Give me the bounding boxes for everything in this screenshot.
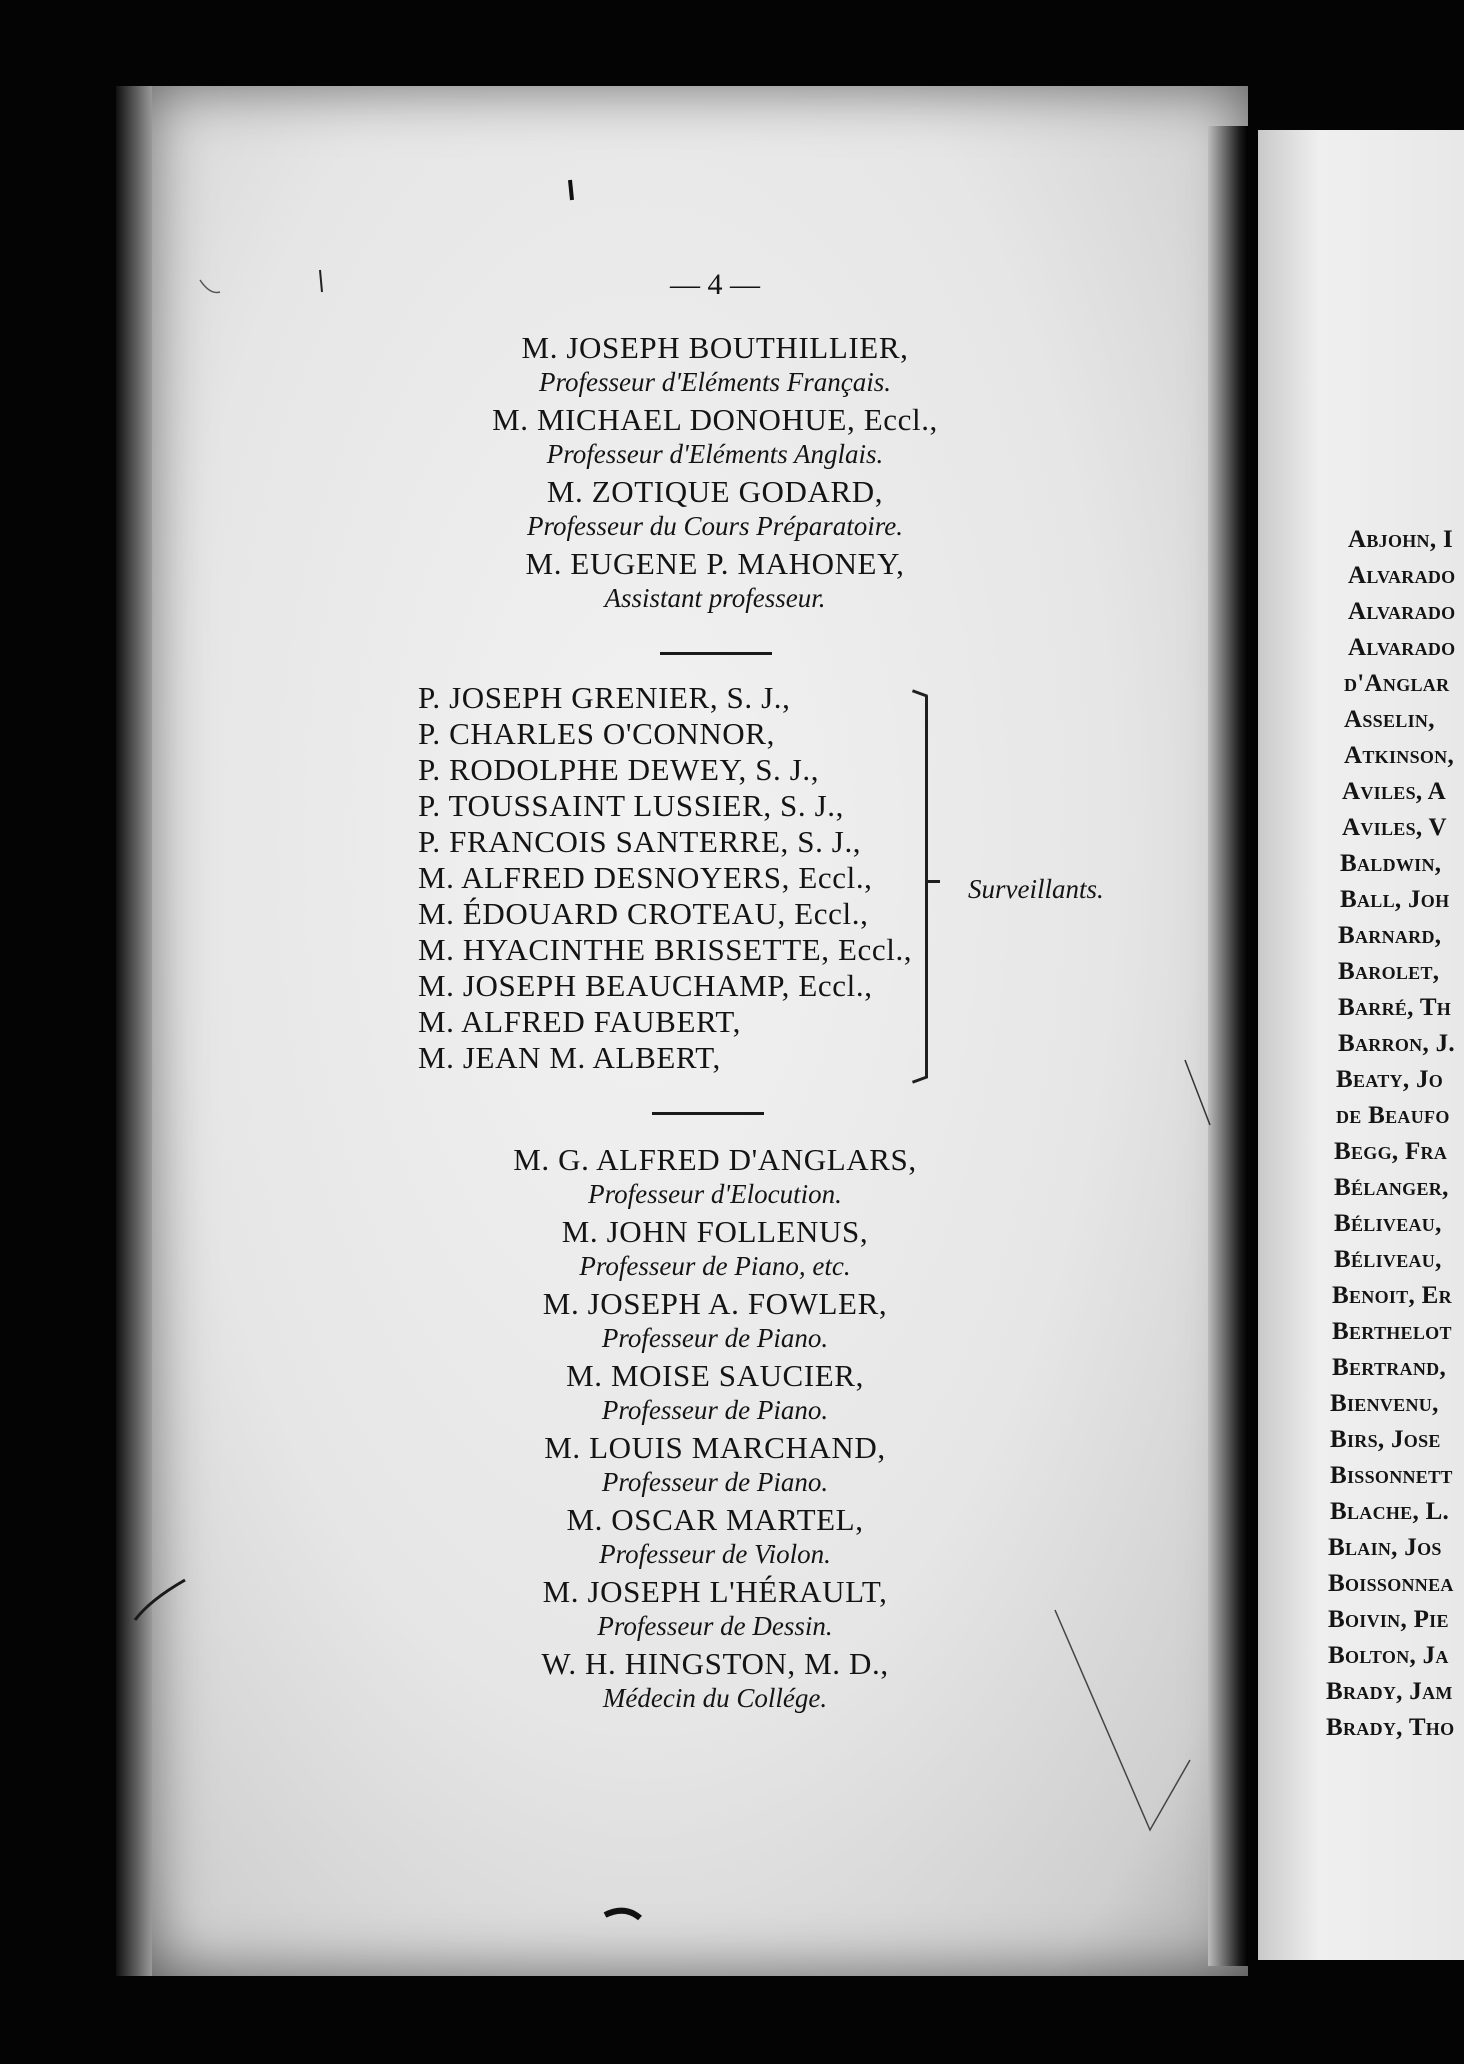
surveillant-name: P. FRANCOIS SANTERRE, S. J., — [418, 824, 862, 859]
staff-role: Professeur d'Eléments Français. — [539, 367, 891, 397]
staff-role: Professeur de Piano. — [601, 1467, 829, 1497]
staff-role: Médecin du Collége. — [602, 1683, 828, 1713]
index-entry: Brady, Jam — [1326, 1678, 1453, 1705]
staff-role: Assistant professeur. — [604, 583, 826, 613]
index-entry: Asselin, — [1344, 706, 1435, 733]
surveillant-name: P. CHARLES O'CONNOR, — [418, 716, 775, 751]
index-entry: Blain, Jos — [1328, 1534, 1442, 1561]
index-entry: Alvarado — [1348, 598, 1456, 625]
index-entry: Abjohn, I — [1348, 526, 1453, 553]
index-entry: Béliveau, — [1334, 1246, 1442, 1273]
index-entry: Barnard, — [1338, 922, 1442, 949]
index-entry: Bissonnett — [1330, 1462, 1453, 1489]
index-entry: Bienvenu, — [1330, 1390, 1439, 1417]
staff-role: Professeur d'Eléments Anglais. — [546, 439, 884, 469]
index-entry: Bolton, Ja — [1328, 1642, 1449, 1669]
surveillants-label: Surveillants. — [968, 874, 1104, 904]
staff-name: M. OSCAR MARTEL, — [566, 1502, 864, 1537]
staff-name: M. JOSEPH BOUTHILLIER, — [521, 330, 909, 365]
index-entry: Bertrand, — [1332, 1354, 1446, 1381]
index-entry: Brady, Tho — [1326, 1714, 1455, 1741]
index-entry: Atkinson, — [1344, 742, 1455, 769]
index-entry: Alvarado — [1348, 562, 1456, 589]
staff-role: Professeur de Piano, etc. — [579, 1251, 851, 1281]
index-entry: Boissonnea — [1328, 1570, 1454, 1597]
staff-role: Professeur du Cours Préparatoire. — [527, 511, 903, 541]
surveillant-name: M. JOSEPH BEAUCHAMP, Eccl., — [418, 968, 873, 1003]
scan-mark — [200, 280, 220, 293]
index-entry: Blache, L. — [1330, 1498, 1450, 1525]
scan-mark — [1055, 1610, 1190, 1830]
scan-mark — [320, 270, 322, 292]
staff-role: Professeur de Dessin. — [597, 1611, 833, 1641]
staff-name: M. ZOTIQUE GODARD, — [546, 474, 884, 509]
index-entry: Barré, Th — [1338, 994, 1452, 1021]
index-entry: Aviles, A — [1342, 778, 1446, 805]
page-number: — 4 — — [670, 268, 760, 301]
index-entry: Beaty, Jo — [1336, 1066, 1444, 1093]
scan-mark — [570, 180, 572, 200]
surveillant-name: M. ALFRED FAUBERT, — [418, 1004, 741, 1039]
surveillant-name: M. ÉDOUARD CROTEAU, Eccl., — [418, 896, 869, 931]
staff-role: Professeur d'Elocution. — [588, 1179, 842, 1209]
surveillant-name: M. ALFRED DESNOYERS, Eccl., — [418, 860, 873, 895]
index-entry: d'Anglar — [1344, 670, 1450, 697]
index-entry: Alvarado — [1348, 634, 1456, 661]
staff-name: W. H. HINGSTON, M. D., — [541, 1646, 889, 1681]
staff-role: Professeur de Piano. — [601, 1395, 829, 1425]
index-entry: Birs, Jose — [1330, 1426, 1441, 1453]
index-entry: Baldwin, — [1340, 850, 1442, 877]
index-entry: Benoit, Er — [1332, 1282, 1452, 1309]
index-entry: Aviles, V — [1342, 814, 1447, 841]
scan-mark — [1185, 1060, 1210, 1125]
staff-name: M. LOUIS MARCHAND, — [544, 1430, 886, 1465]
surveillant-name: P. TOUSSAINT LUSSIER, S. J., — [418, 788, 844, 823]
index-entry: Ball, Joh — [1340, 886, 1450, 913]
staff-name: M. MOISE SAUCIER, — [566, 1358, 864, 1393]
surveillant-name: P. RODOLPHE DEWEY, S. J., — [418, 752, 820, 787]
surveillant-name: P. JOSEPH GRENIER, S. J., — [418, 680, 791, 715]
staff-name: M. JOHN FOLLENUS, — [561, 1214, 869, 1249]
staff-name: M. JOSEPH L'HÉRAULT, — [542, 1574, 888, 1609]
index-entry: Barron, J. — [1338, 1030, 1455, 1057]
index-entry: Bélanger, — [1334, 1174, 1449, 1201]
scan-mark — [605, 1911, 640, 1918]
scan-mark — [135, 1580, 185, 1620]
index-entry: Berthelot — [1332, 1318, 1452, 1345]
staff-name: M. G. ALFRED D'ANGLARS, — [513, 1142, 917, 1177]
staff-name: M. JOSEPH A. FOWLER, — [542, 1286, 888, 1321]
index-entry: Boivin, Pie — [1328, 1606, 1449, 1633]
staff-name: M. MICHAEL DONOHUE, Eccl., — [492, 402, 938, 437]
index-entry: de Beaufo — [1336, 1102, 1450, 1129]
index-entry: Begg, Fra — [1334, 1138, 1448, 1165]
index-entry: Barolet, — [1338, 958, 1440, 985]
surveillant-name: M. JEAN M. ALBERT, — [418, 1040, 721, 1075]
staff-role: Professeur de Violon. — [599, 1539, 831, 1569]
staff-role: Professeur de Piano. — [601, 1323, 829, 1353]
index-entry: Béliveau, — [1334, 1210, 1442, 1237]
staff-name: M. EUGENE P. MAHONEY, — [525, 546, 905, 581]
surveillant-name: M. HYACINTHE BRISSETTE, Eccl., — [418, 932, 913, 967]
